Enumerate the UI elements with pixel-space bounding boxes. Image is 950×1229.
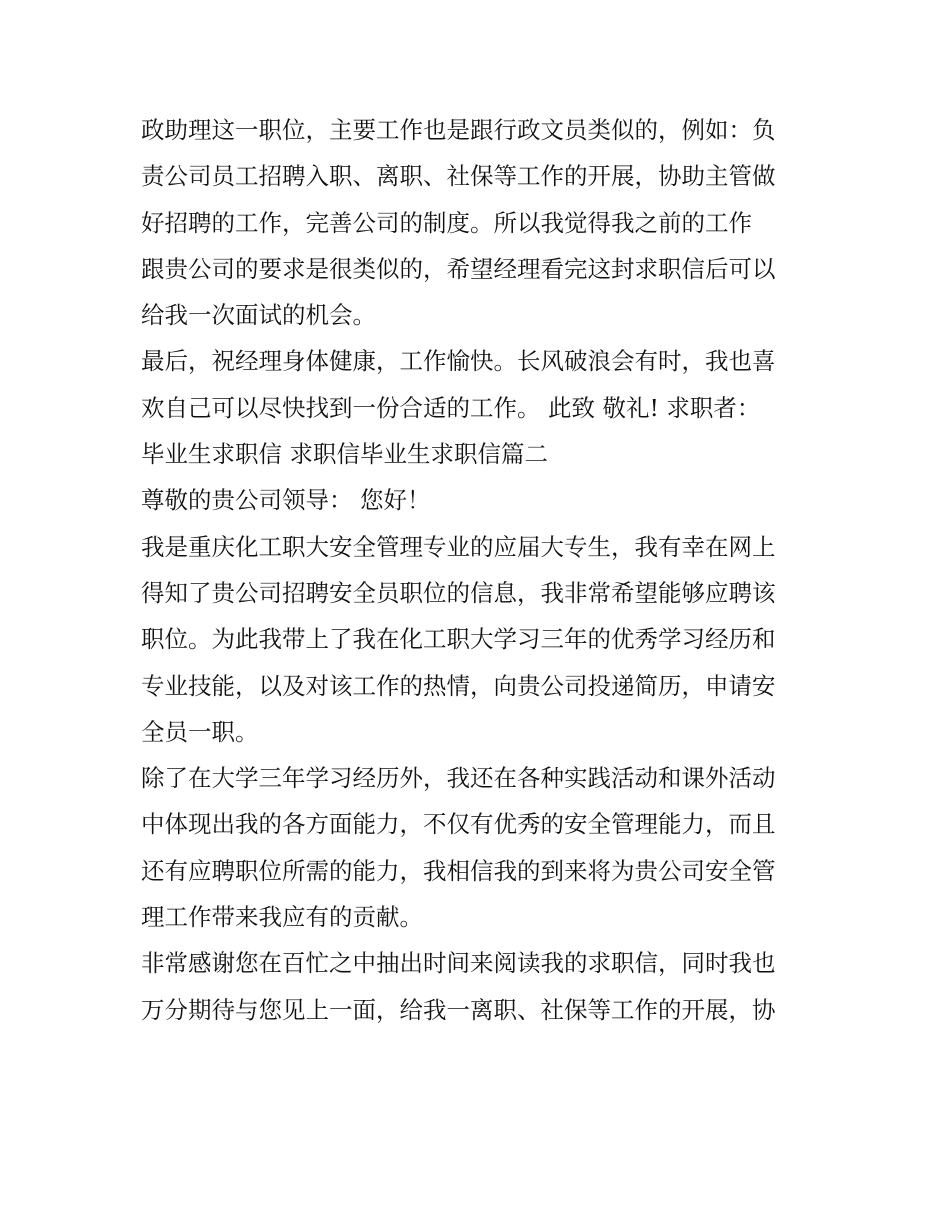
document-body (141, 107, 821, 1033)
text-line: 我是重庆化工职大安全管理专业的应届大专生，我有幸在网上 (141, 532, 776, 561)
text-line: 得知了贵公司招聘安全员职位的信息，我非常希望能够应聘该 (141, 578, 776, 607)
salutation: 尊敬的贵公司领导： 您好！ (141, 486, 431, 515)
text-line: 理工作带来我应有的贡献。 (141, 903, 423, 932)
text-line: 欢自己可以尽快找到一份合适的工作。 此致 敬礼! 求职者： (141, 393, 761, 422)
text-line: 还有应聘职位所需的能力，我相信我的到来将为贵公司安全管 (141, 856, 776, 885)
text-line: 全员一职。 (141, 717, 259, 746)
text-line: 职位。为此我带上了我在化工职大学习三年的优秀学习经历和 (141, 625, 776, 654)
text-line: 中体现出我的各方面能力，不仅有优秀的安全管理能力，而且 (141, 810, 776, 839)
text-line: 责公司员工招聘入职、离职、社保等工作的开展，协助主管做 (141, 162, 776, 191)
section-heading: 毕业生求职信 求职信毕业生求职信篇二 (141, 440, 548, 469)
text-line: 非常感谢您在百忙之中抽出时间来阅读我的求职信，同时我也 (141, 949, 776, 978)
text-line: 跟贵公司的要求是很类似的，希望经理看完这封求职信后可以 (141, 254, 776, 283)
text-line: 万分期待与您见上一面，给我一离职、社保等工作的开展，协 (141, 995, 776, 1024)
text-line: 给我一次面试的机会。 (141, 301, 376, 330)
text-line: 除了在大学三年学习经历外，我还在各种实践活动和课外活动 (141, 764, 776, 793)
text-line: 专业技能，以及对该工作的热情，向贵公司投递简历，申请安 (141, 671, 776, 700)
text-line: 政助理这一职位，主要工作也是跟行政文员类似的，例如：负 (141, 116, 776, 144)
text-line: 好招聘的工作，完善公司的制度。所以我觉得我之前的工作 (141, 208, 752, 237)
text-line: 最后，祝经理身体健康，工作愉快。长风破浪会有时，我也喜 (141, 347, 776, 376)
